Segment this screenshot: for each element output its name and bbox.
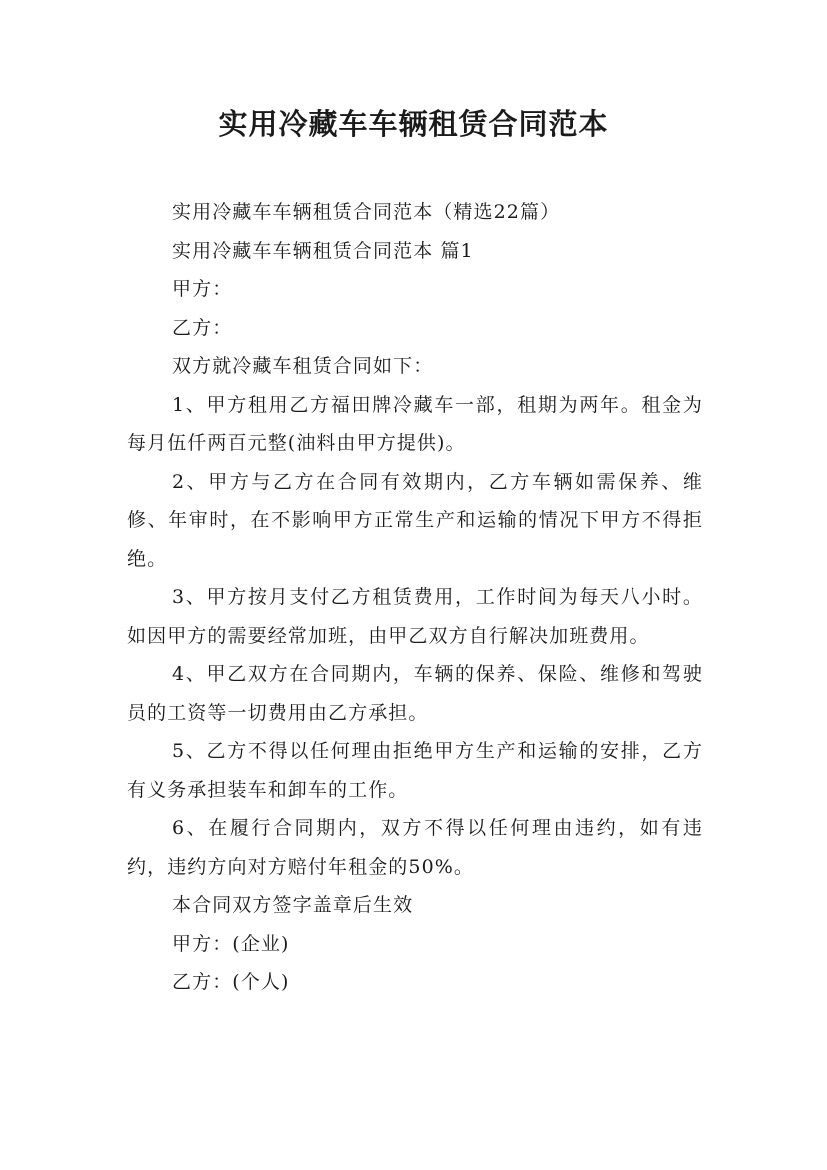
clause-4: 4、甲乙双方在合同期内，车辆的保养、保险、维修和驾驶员的工资等一切费用由乙方承担。 xyxy=(127,663,703,724)
document-subtitle: 实用冷藏车车辆租赁合同范本（精选22篇） xyxy=(172,201,561,223)
contract-intro: 双方就冷藏车租赁合同如下： xyxy=(172,355,434,377)
document-title: 实用冷藏车车辆租赁合同范本 xyxy=(218,107,609,141)
clause-3: 3、甲方按月支付乙方租赁费用，工作时间为每天八小时。如因甲方的需要经常加班，由甲乙双方自行解决加班费用。 xyxy=(127,586,703,647)
clause-6: 6、在履行合同期内，双方不得以任何理由违约，如有违约，违约方向对方赔付年租金的50%。 xyxy=(127,817,703,878)
party-b-label: 乙方： xyxy=(172,316,233,339)
clause-2: 2、甲方与乙方在合同有效期内，乙方车辆如需保养、维修、年审时，在不影响甲方正常生产和运输的情况下甲方不得拒绝。 xyxy=(127,470,703,570)
document-body xyxy=(127,193,703,1002)
party-a-label: 甲方： xyxy=(172,278,233,300)
signature-party-a: 甲方：(企业) xyxy=(172,932,290,955)
effective-note: 本合同双方签字盖章后生效 xyxy=(172,894,414,916)
clause-1: 1、甲方租用乙方福田牌冷藏车一部，租期为两年。租金为每月伍仟两百元整(油料由甲方提供)。 xyxy=(127,393,703,454)
clause-5: 5、乙方不得以任何理由拒绝甲方生产和运输的安排，乙方有义务承担装车和卸车的工作。 xyxy=(127,740,703,801)
section-heading: 实用冷藏车车辆租赁合同范本 篇1 xyxy=(172,239,474,262)
signature-party-b: 乙方：(个人) xyxy=(172,971,290,993)
